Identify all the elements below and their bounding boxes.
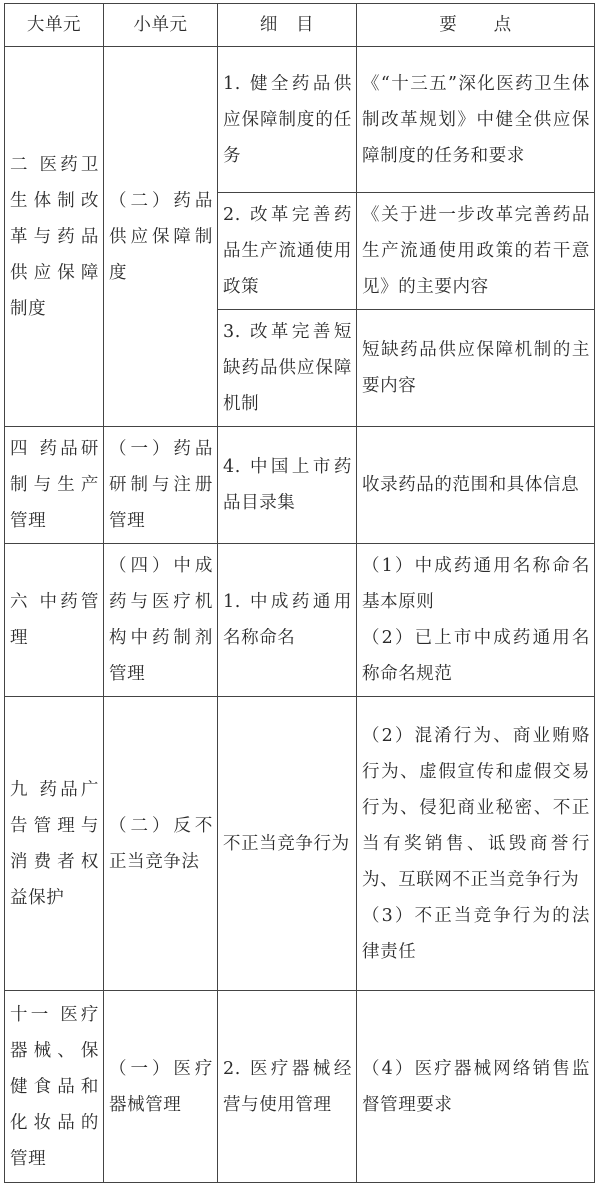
major-unit-cell: 二 医药卫生体制改革与药品供应保障制度 <box>5 47 104 427</box>
detail-cell: 1. 健全药品供应保障制度的任务 <box>218 47 357 193</box>
key-point: （1）中成药通用名称命名基本原则 <box>362 556 590 612</box>
detail-cell: 2. 改革完善药品生产流通使用政策 <box>218 193 357 310</box>
key-point: （2）已上市中成药通用名称命名规范 <box>362 628 590 684</box>
header-detail: 细 目 <box>218 4 357 47</box>
major-unit-cell: 四 药品研制与生产管理 <box>5 427 104 544</box>
major-unit-cell: 十一 医疗器械、保健食品和化妆品的管理 <box>5 991 104 1183</box>
minor-unit-cell: （二）反不正当竞争法 <box>104 697 218 991</box>
major-unit-cell: 九 药品广告管理与消费者权益保护 <box>5 697 104 991</box>
key-points-cell <box>357 193 595 310</box>
key-points-cell <box>357 427 595 544</box>
key-point: 《“十三五”深化医药卫生体制改革规划》中健全供应保障制度的任务和要求 <box>362 73 590 166</box>
key-points-cell <box>357 697 595 991</box>
key-point: 《关于进一步改革完善药品生产流通使用政策的若干意见》的主要内容 <box>362 205 590 297</box>
header-row <box>5 4 595 47</box>
minor-unit-cell: （四）中成药与医疗机构中药制剂管理 <box>104 544 218 697</box>
major-unit-cell: 六 中药管理 <box>5 544 104 697</box>
header-major-unit: 大单元 <box>5 4 104 47</box>
table-row <box>5 991 595 1183</box>
header-key-points: 要 点 <box>357 4 595 47</box>
key-points-cell <box>357 310 595 427</box>
syllabus-table <box>4 3 595 1183</box>
table-row <box>5 697 595 991</box>
key-points-cell <box>357 47 595 193</box>
minor-unit-cell: （一）药品研制与注册管理 <box>104 427 218 544</box>
key-point: （4）医疗器械网络销售监督管理要求 <box>362 1058 590 1115</box>
detail-cell: 2. 医疗器械经营与使用管理 <box>218 991 357 1183</box>
detail-cell: 1. 中成药通用名称命名 <box>218 544 357 697</box>
table-row <box>5 544 595 697</box>
key-point: 短缺药品供应保障机制的主要内容 <box>362 340 590 396</box>
table-row <box>5 47 595 193</box>
detail-cell: 4. 中国上市药品目录集 <box>218 427 357 544</box>
key-point: （3）不正当竞争行为的法律责任 <box>362 905 590 962</box>
minor-unit-cell: （二）药品供应保障制度 <box>104 47 218 427</box>
key-point: （2）混淆行为、商业贿赂行为、虚假宣传和虚假交易行为、侵犯商业秘密、不正当有奖销售、诋毁商誉行为、互联网不正当竞争行为 <box>362 725 590 890</box>
key-points-cell <box>357 991 595 1183</box>
minor-unit-cell: （一）医疗器械管理 <box>104 991 218 1183</box>
key-point: 收录药品的范围和具体信息 <box>362 475 580 495</box>
table-row <box>5 427 595 544</box>
key-points-cell <box>357 544 595 697</box>
detail-cell: 3. 改革完善短缺药品供应保障机制 <box>218 310 357 427</box>
detail-cell: 不正当竞争行为 <box>218 697 357 991</box>
header-minor-unit: 小单元 <box>104 4 218 47</box>
